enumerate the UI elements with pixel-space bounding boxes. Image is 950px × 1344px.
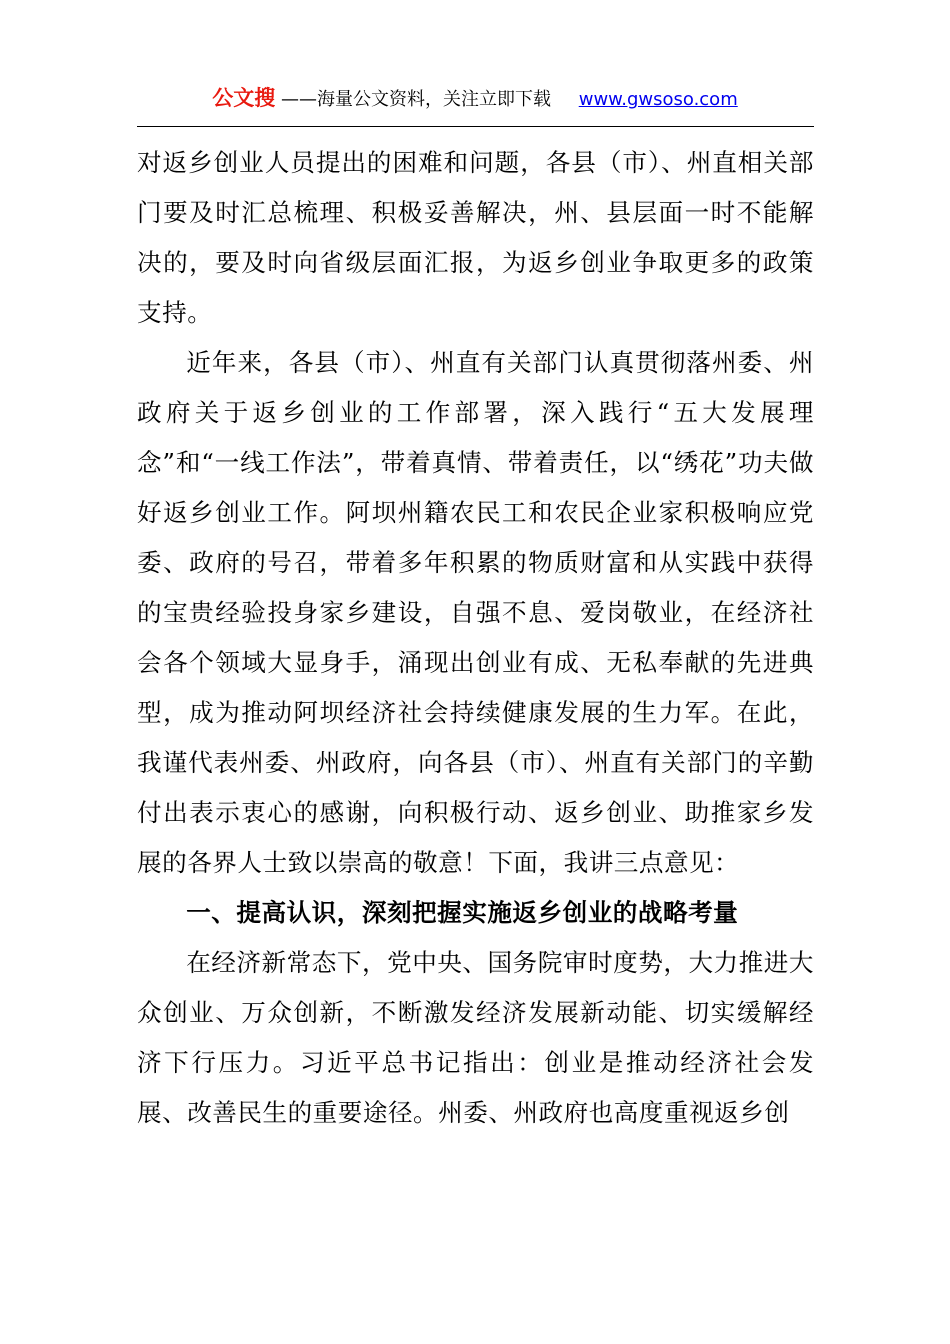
header-divider [137, 126, 814, 127]
section-heading-1: 一、提高认识，深刻把握实施返乡创业的战略考量 [186, 898, 739, 927]
header-tagline: ——海量公文资料，关注立即下载 [280, 89, 551, 110]
site-link[interactable]: www.gwsoso.com [578, 89, 738, 110]
paragraph-recent-years: 近年来，各县（市）、州直有关部门认真贯彻落州委、州政府关于返乡创业的工作部署，深入践行“五大发展理念”和“一线工作法”，带着真情、带着责任，以“绣花”功夫做好返乡创业工作。阿坝州籍农民工和农民企业家积极响应党委、政府的号召，带着多年积累的物质财富和从实践中获得的宝贵经验投身家乡建设，自强不息、爱岗敬业，在经济社会各个领域大显身手，涌现出创业有成、无私奉献的先进典型，成为推动阿坝经济社会持续健康发展的生力军。在此，我谨代表州委、州政府，向各县（市）、州直有关部门的辛勤付出表示衷心的感谢，向积极行动、返乡创业、助推家乡发展的各界人士致以崇高的敬意！下面，我讲三点意见： [137, 348, 814, 877]
page-header [0, 80, 950, 116]
brand-name: 公文搜 [212, 86, 276, 110]
document-body [137, 138, 814, 1138]
paragraph-continuation: 对返乡创业人员提出的困难和问题，各县（市）、州直相关部门要及时汇总梳理、积极妥善解决，州、县层面一时不能解决的，要及时向省级层面汇报，为返乡创业争取更多的政策支持。 [137, 148, 814, 327]
paragraph-new-normal: 在经济新常态下，党中央、国务院审时度势，大力推进大众创业、万众创新，不断激发经济发展新动能、切实缓解经济下行压力。习近平总书记指出：创业是推动经济社会发展、改善民生的重要途径。州委、州政府也高度重视返乡创 [137, 948, 814, 1127]
